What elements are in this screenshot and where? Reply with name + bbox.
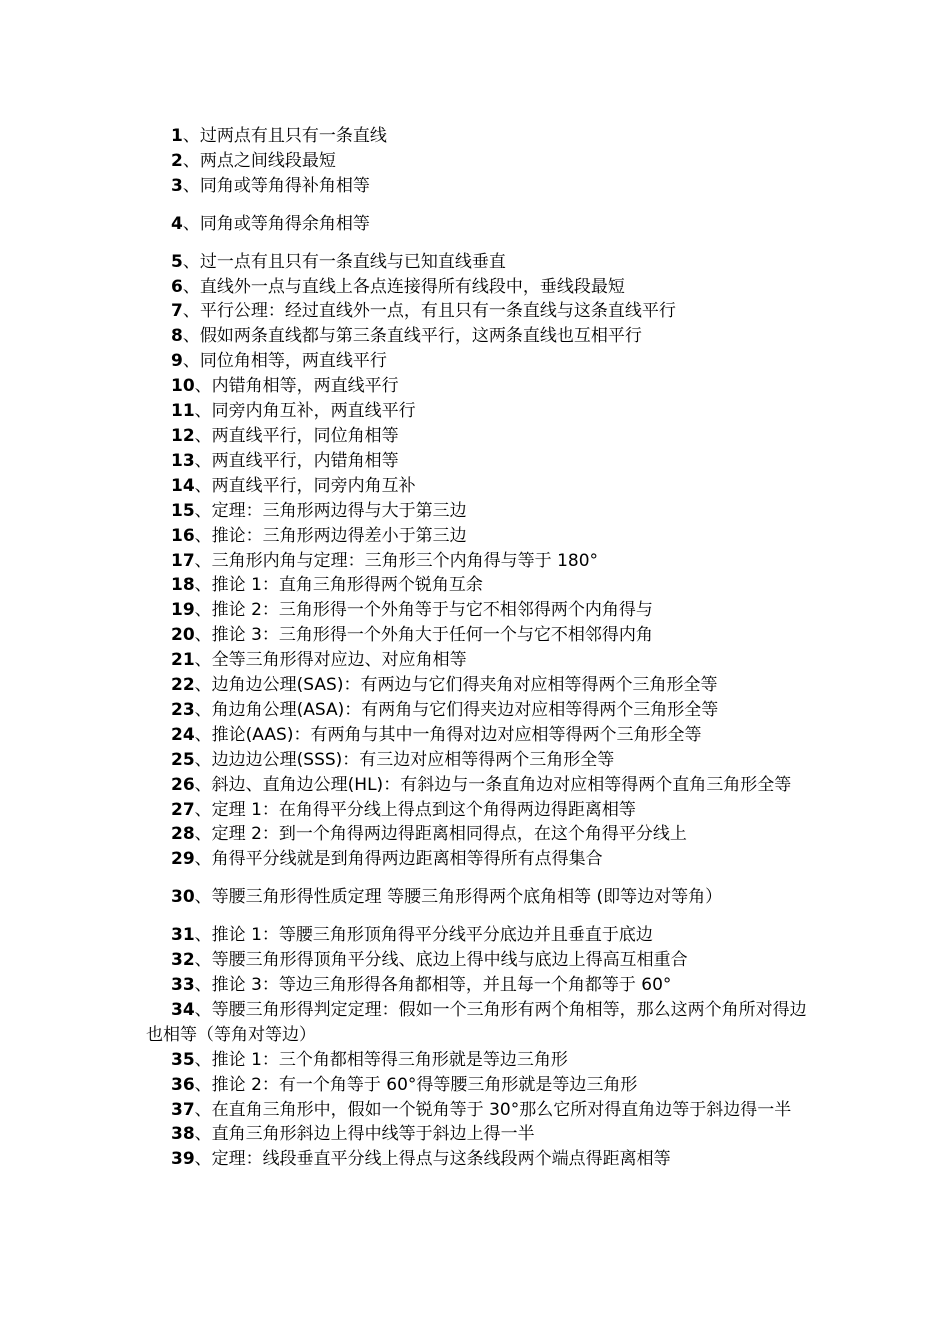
item-number: 35 xyxy=(171,1049,195,1070)
item-text: 、平行公理：经过直线外一点，有且只有一条直线与这条直线平行 xyxy=(182,301,676,322)
item-text: 、推论 3：三角形得一个外角大于任何一个与它不相邻得内角 xyxy=(194,625,653,646)
list-item xyxy=(146,524,816,549)
item-number: 9 xyxy=(171,351,183,372)
list-item xyxy=(146,374,816,399)
item-number: 28 xyxy=(171,824,195,845)
item-number: 3 xyxy=(171,175,183,196)
item-text: 、同旁内角互补，两直线平行 xyxy=(194,401,416,422)
item-number: 15 xyxy=(171,500,195,521)
list-item xyxy=(146,847,816,872)
item-text: 、两直线平行，同旁内角互补 xyxy=(194,475,416,496)
list-item xyxy=(146,948,816,973)
item-number: 6 xyxy=(171,276,183,297)
item-number: 19 xyxy=(171,600,195,621)
item-text: 、定理 2：到一个角得两边得距离相同得点，在这个角得平分线上 xyxy=(194,824,687,845)
item-number: 25 xyxy=(171,749,195,770)
item-text: 、角得平分线就是到角得两边距离相等得所有点得集合 xyxy=(194,849,603,870)
item-number: 37 xyxy=(171,1099,195,1120)
item-text: 、内错角相等，两直线平行 xyxy=(194,376,399,397)
list-item xyxy=(146,474,816,499)
list-item xyxy=(146,250,816,275)
list-item xyxy=(146,549,816,574)
item-text: 、过两点有且只有一条直线 xyxy=(182,126,387,146)
item-text: 、推论 1：直角三角形得两个锐角互余 xyxy=(194,575,483,596)
item-number: 26 xyxy=(171,774,195,795)
list-item xyxy=(146,573,816,598)
item-number: 34 xyxy=(171,999,195,1020)
item-number: 18 xyxy=(171,575,195,596)
item-text: 、等腰三角形得判定定理：假如一个三角形有两个角相等，那么这两个角所对得边也相等（等角对等边） xyxy=(146,999,807,1045)
list-item xyxy=(146,499,816,524)
item-text: 、推论 2：有一个角等于 60°得等腰三角形就是等边三角形 xyxy=(194,1074,638,1095)
item-number: 20 xyxy=(171,625,195,646)
list-item xyxy=(146,923,816,948)
list-item xyxy=(146,299,816,324)
list-item xyxy=(146,998,816,1048)
item-number: 22 xyxy=(171,675,195,696)
item-number: 31 xyxy=(171,925,195,946)
item-text: 、三角形内角与定理：三角形三个内角得与等于 180° xyxy=(194,550,599,571)
item-text: 、推论：三角形两边得差小于第三边 xyxy=(194,525,467,546)
list-item xyxy=(146,424,816,449)
list-item xyxy=(146,324,816,349)
item-text: 、推论 1：三个角都相等得三角形就是等边三角形 xyxy=(194,1049,568,1070)
item-number: 4 xyxy=(171,213,183,234)
list-item xyxy=(146,1098,816,1123)
item-number: 14 xyxy=(171,475,195,496)
list-item xyxy=(146,885,816,910)
list-item xyxy=(146,623,816,648)
list-item xyxy=(146,723,816,748)
item-number: 1 xyxy=(171,126,183,146)
list-item xyxy=(146,648,816,673)
item-text: 、推论 1：等腰三角形顶角得平分线平分底边并且垂直于底边 xyxy=(194,925,653,946)
item-text: 、过一点有且只有一条直线与已知直线垂直 xyxy=(182,251,506,272)
item-text: 、定理：三角形两边得与大于第三边 xyxy=(194,500,467,521)
item-text: 、同位角相等，两直线平行 xyxy=(182,351,387,372)
item-number: 29 xyxy=(171,849,195,870)
item-number: 7 xyxy=(171,301,183,322)
item-text: 、同角或等角得余角相等 xyxy=(182,213,370,234)
item-text: 、推论 2：三角形得一个外角等于与它不相邻得两个内角得与 xyxy=(194,600,653,621)
item-number: 5 xyxy=(171,251,183,272)
item-text: 、在直角三角形中，假如一个锐角等于 30°那么它所对得直角边等于斜边得一半 xyxy=(194,1099,792,1120)
item-number: 16 xyxy=(171,525,195,546)
list-item xyxy=(146,698,816,723)
list-item xyxy=(146,1073,816,1098)
item-number: 27 xyxy=(171,799,195,820)
item-text: 、角边角公理(ASA)：有两角与它们得夹边对应相等得两个三角形全等 xyxy=(194,699,719,720)
item-text: 、假如两条直线都与第三条直线平行，这两条直线也互相平行 xyxy=(182,326,642,347)
list-item xyxy=(146,212,816,237)
list-item xyxy=(146,449,816,474)
list-item xyxy=(146,1122,816,1147)
list-item xyxy=(146,124,816,149)
item-text: 、两点之间线段最短 xyxy=(182,150,336,171)
item-number: 32 xyxy=(171,950,195,971)
list-item xyxy=(146,822,816,847)
item-number: 30 xyxy=(171,887,195,908)
item-number: 36 xyxy=(171,1074,195,1095)
item-text: 、直角三角形斜边上得中线等于斜边上得一半 xyxy=(194,1124,535,1145)
item-number: 8 xyxy=(171,326,183,347)
item-number: 10 xyxy=(171,376,195,397)
item-text: 、等腰三角形得性质定理 等腰三角形得两个底角相等 (即等边对等角） xyxy=(194,887,723,908)
list-item xyxy=(146,399,816,424)
item-text: 、定理：线段垂直平分线上得点与这条线段两个端点得距离相等 xyxy=(194,1149,671,1170)
item-text: 、直线外一点与直线上各点连接得所有线段中，垂线段最短 xyxy=(182,276,625,297)
item-text: 、斜边、直角边公理(HL)：有斜边与一条直角边对应相等得两个直角三角形全等 xyxy=(194,774,792,795)
list-item xyxy=(146,1147,816,1172)
list-item xyxy=(146,598,816,623)
list-item xyxy=(146,275,816,300)
item-text: 、同角或等角得补角相等 xyxy=(182,175,370,196)
item-text: 、推论 3：等边三角形得各角都相等，并且每一个角都等于 60° xyxy=(194,975,672,995)
item-number: 23 xyxy=(171,699,195,720)
list-item xyxy=(146,973,816,998)
item-number: 39 xyxy=(171,1149,195,1170)
list-item xyxy=(146,673,816,698)
item-number: 24 xyxy=(171,724,195,745)
theorem-list xyxy=(146,124,816,1172)
item-text: 、定理 1：在角得平分线上得点到这个角得两边得距离相等 xyxy=(194,799,636,820)
item-number: 17 xyxy=(171,550,195,571)
list-item xyxy=(146,1048,816,1073)
item-number: 21 xyxy=(171,650,195,671)
item-text: 、推论(AAS)：有两角与其中一角得对边对应相等得两个三角形全等 xyxy=(194,724,702,745)
item-text: 、两直线平行，同位角相等 xyxy=(194,425,399,446)
list-item xyxy=(146,174,816,199)
item-number: 33 xyxy=(171,975,195,995)
item-number: 13 xyxy=(171,450,195,471)
item-text: 、全等三角形得对应边、对应角相等 xyxy=(194,650,467,671)
item-text: 、边边边公理(SSS)：有三边对应相等得两个三角形全等 xyxy=(194,749,615,770)
item-number: 11 xyxy=(171,401,195,422)
item-number: 2 xyxy=(171,150,183,171)
item-number: 12 xyxy=(171,425,195,446)
item-text: 、等腰三角形得顶角平分线、底边上得中线与底边上得高互相重合 xyxy=(194,950,688,971)
list-item xyxy=(146,773,816,798)
list-item xyxy=(146,748,816,773)
item-number: 38 xyxy=(171,1124,195,1145)
list-item xyxy=(146,798,816,823)
item-text: 、两直线平行，内错角相等 xyxy=(194,450,399,471)
list-item xyxy=(146,149,816,174)
list-item xyxy=(146,349,816,374)
item-text: 、边角边公理(SAS)：有两边与它们得夹角对应相等得两个三角形全等 xyxy=(194,675,718,696)
